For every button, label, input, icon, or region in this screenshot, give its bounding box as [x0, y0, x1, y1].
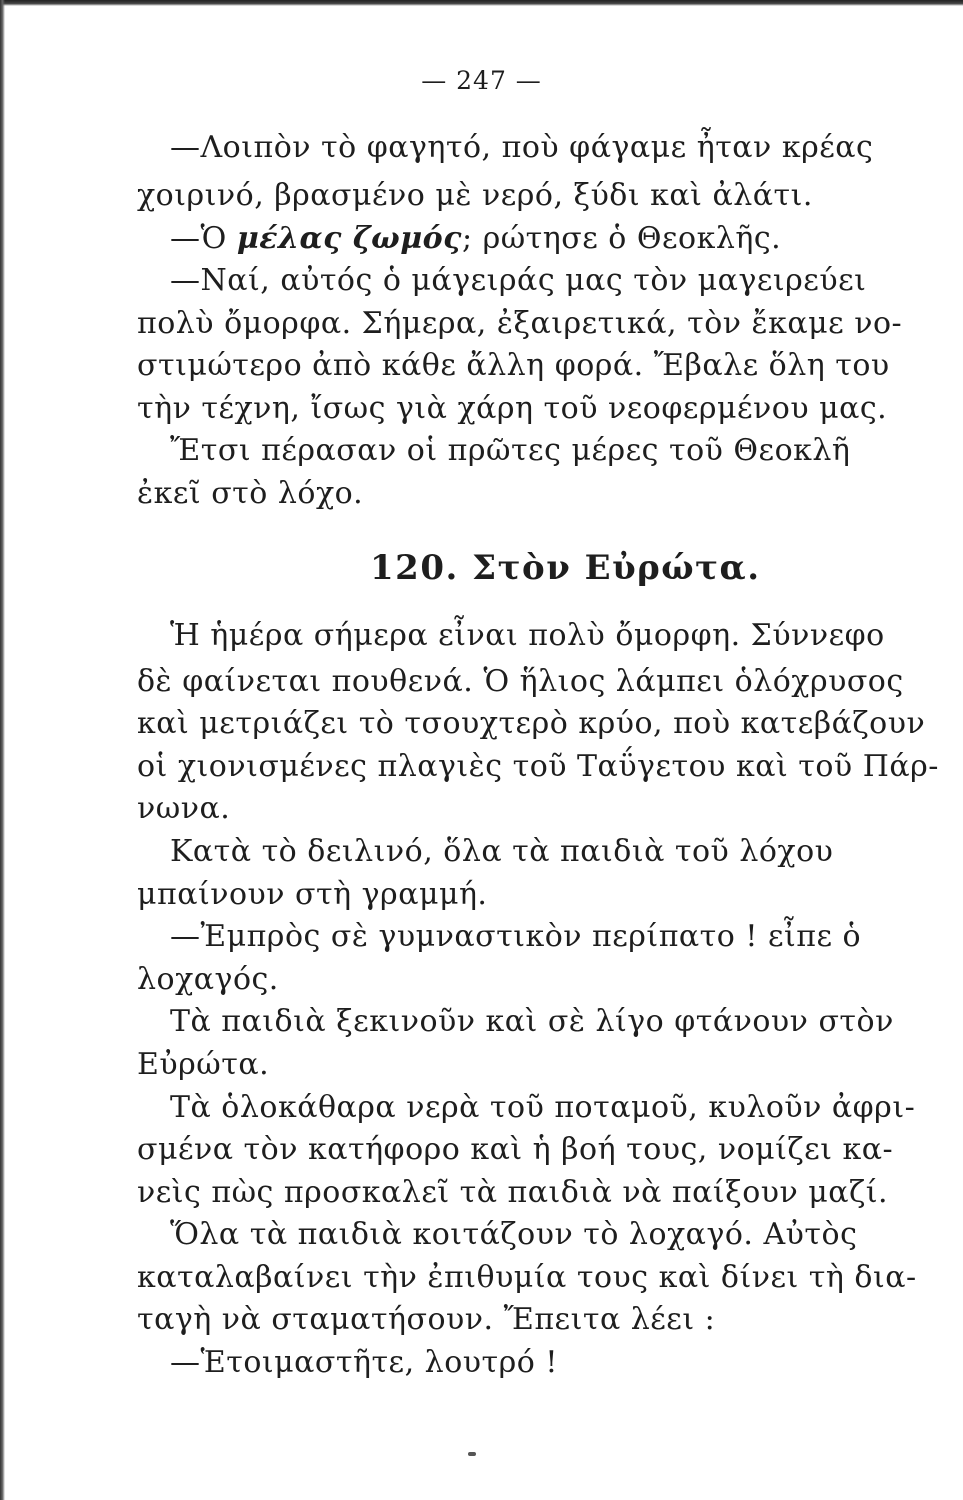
text-line: —Ἐμπρὸς σὲ γυμναστικὸν περίπατο ! εἶπε ὁ [170, 919, 862, 954]
text-line: λοχαγός. [137, 962, 279, 997]
scan-left-edge [0, 0, 5, 1500]
text-line-with-emphasis [170, 220, 781, 258]
text-line: —Ἑτοιμαστῆτε, λουτρό ! [170, 1345, 558, 1380]
text-line: καταλαβαίνει τὴν ἐπιθυμία τους καὶ δίνει τὴ δια- [137, 1260, 917, 1295]
text-line: στιμώτερο ἀπὸ κάθε ἄλλη φορά. Ἔβαλε ὅλη του [137, 348, 890, 383]
text-line: ταγὴ νὰ σταματήσουν. Ἔπειτα λέει : [137, 1302, 716, 1337]
text-line: —Λοιπὸν τὸ φαγητό, ποὺ φάγαμε ἦταν κρέας [170, 130, 874, 165]
dialogue-rest: ; ρώτησε ὁ Θεοκλῆς. [461, 221, 782, 256]
section-heading: 120. Στὸν Εὐρώτα. [370, 548, 761, 588]
text-line: μπαίνουν στὴ γραμμή. [137, 877, 488, 912]
scan-top-edge [0, 0, 963, 6]
text-line: Ὅλα τὰ παιδιὰ κοιτάζουν τὸ λοχαγό. Αὐτὸς [170, 1217, 858, 1252]
text-line: ἐκεῖ στὸ λόχο. [137, 476, 364, 511]
page-number: — 247 — [421, 66, 542, 95]
text-line: —Ναί, αὐτός ὁ μάγειράς μας τὸν μαγειρεύει [170, 263, 867, 298]
text-line: καὶ μετριάζει τὸ τσουχτερὸ κρύο, ποὺ κατεβάζουν [137, 706, 926, 741]
dialogue-start: —Ὁ [170, 221, 237, 256]
text-line: Ἔτσι πέρασαν οἱ πρῶτες μέρες τοῦ Θεοκλῆ [170, 433, 851, 468]
text-line: Κατὰ τὸ δειλινό, ὅλα τὰ παιδιὰ τοῦ λόχου [170, 834, 834, 869]
text-line: νωνα. [137, 791, 231, 826]
scan-speck [468, 1452, 476, 1456]
text-line: νεὶς πὼς προσκαλεῖ τὰ παιδιὰ νὰ παίξουν μαζί. [137, 1175, 889, 1210]
text-line: οἱ χιονισμένες πλαγιὲς τοῦ Ταΰγετου καὶ τοῦ Πάρ- [137, 749, 939, 784]
text-line: Εὐρώτα. [137, 1047, 270, 1082]
text-line: σμένα τὸν κατήφορο καὶ ἡ βοή τους, νομίζει κα- [137, 1132, 894, 1167]
text-line: Τὰ παιδιὰ ξεκινοῦν καὶ σὲ λίγο φτάνουν στὸν [170, 1004, 894, 1039]
text-line: Ἡ ἡμέρα σήμερα εἶναι πολὺ ὄμορφη. Σύννεφο [170, 618, 885, 653]
text-line: πολὺ ὄμορφα. Σήμερα, ἐξαιρετικά, τὸν ἔκαμε νο- [137, 306, 903, 341]
text-line: τὴν τέχνη, ἴσως γιὰ χάρη τοῦ νεοφερμένου μας. [137, 391, 888, 426]
text-line: Τὰ ὁλοκάθαρα νερὰ τοῦ ποταμοῦ, κυλοῦν ἀφρι- [170, 1090, 916, 1125]
text-line: χοιρινό, βρασμένο μὲ νερό, ξύδι καὶ ἀλάτι. [137, 178, 813, 213]
text-line: δὲ φαίνεται πουθενά. Ὁ ἥλιος λάμπει ὁλόχρυσος [137, 664, 904, 699]
emphasized-phrase: μέλας ζωμός [236, 221, 462, 256]
